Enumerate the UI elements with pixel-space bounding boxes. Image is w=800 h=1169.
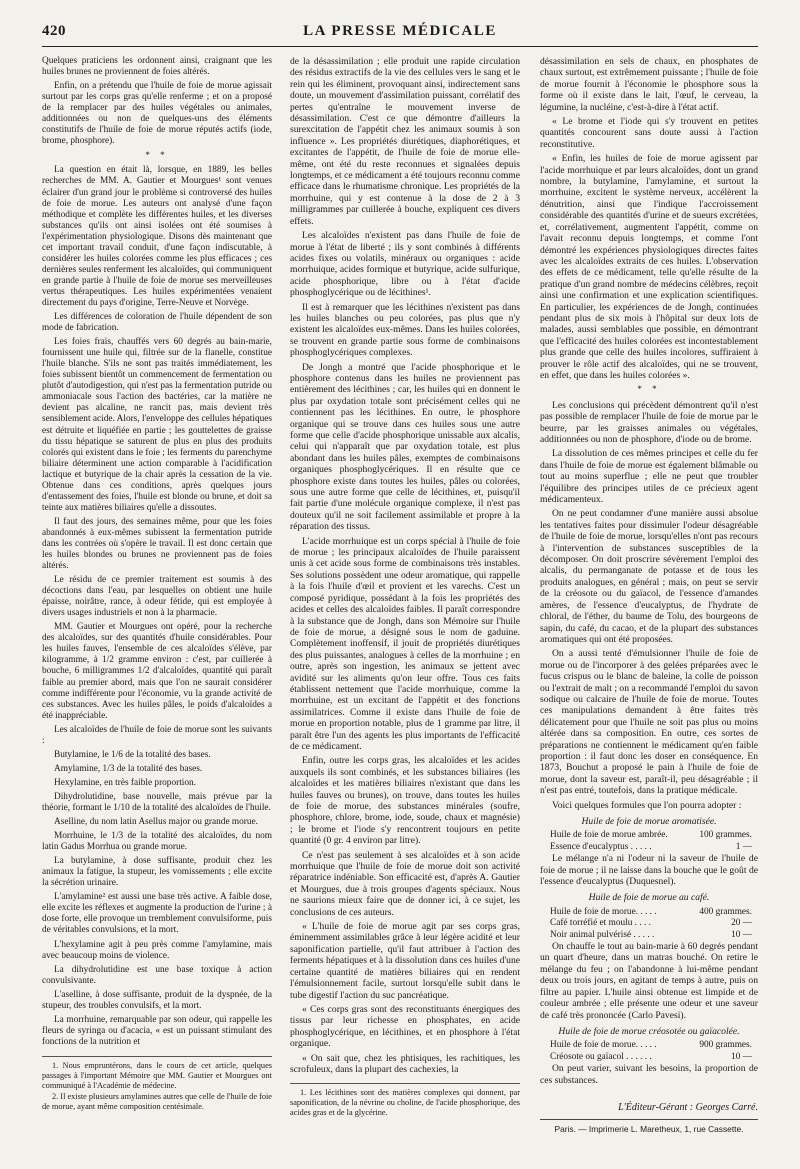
column-2 <box>290 56 520 1120</box>
alkaloid-item: Dihydrolutidine, base nouvelle, mais prévue par la théorie, formant le 1/10 de la totalité des alcaloïdes de l'huile. <box>42 791 272 813</box>
paragraph: « Enfin, les huiles de foie de morue agissent par l'acide morrhuique et par leurs alcaloïdes, dont un grand nombre, la butylamine, l'amylamine, et surtout la morrhuine, excitent le système nerveux, accélèrent la dénutrition, ainsi que l'indique l'accroissement considérable des quantités d'urine et de sueurs excrétées, et, corrélativement, augmentent l'appétit, comme on l'avait reconnu depuis longtemps, et comme l'ont démontré les expériences physiologiques directes faites avec les alcaloïdes extraits de ces huiles. L'observation des effets de ce médicament, telle qu'elle résulte de la pratique d'un grand nombre de médecins célèbres, reçoit ainsi une confirmation et une explication scientifiques. En particulier, les expériences de de Jongh, continuées pendant plus de six mois à l'hôpital sur deux lots de malades, aussi semblables que possible, en démontrant que l'efficacité des huiles colorées est incontestablement plus grande que celle des huiles incolores, suffiraient à prouver le rôle actif des alcaloïdes, qui ne se trouvent, en effet, que dans les huiles colorées ». <box>540 153 758 381</box>
footnote: 1. Les lécithines sont des matières complexes qui donnent, par saponification, de la névrine ou choline, de l'acide phosphorique, des acides gras et de la glycérine. <box>290 1088 520 1117</box>
paragraph: Il faut des jours, des semaines même, pour que les foies abandonnés à eux-mêmes subissent la fermentation putride dans les contrées où s'opère le travail. Il est donc certain que les huiles blondes ou brunes ne proviennent pas de foies altérés. <box>42 516 272 572</box>
paragraph: L'amylamine² est aussi une base très active. A faible dose, elle excite les réflexes et augmente la production de l'urine ; à dose forte, elle provoque un tremblement convulsiforme, puis de véritables convulsions, et la mort. <box>42 892 272 936</box>
paragraph: On ne peut condamner d'une manière aussi absolue les tentatives faites pour dissimuler l'odeur désagréable de l'huile de foie de morue, lorsqu'elles n'ont pas recours à l'intervention de substances susceptibles de la décomposer. On doit proscrire sévèrement l'emploi des alcalis, du permanganate de potasse et de tous les produits analogues, en général ; mais, on peut se servir de la créosote ou du gaïacol, de l'essence d'amandes amères, de l'essence d'eucalyptus, de l'hydrate de chloral, de l'éther, du baume de Tolu, des bourgeons de sapin, du café, du cacao, et de la plupart des substances aromatiques qui ont été proposées. <box>540 508 758 645</box>
ingredient-name: Huile de foie de morue ambrée. <box>550 830 668 841</box>
alkaloid-item: Hexylamine, en très faible proportion. <box>54 777 196 788</box>
ingredient-name: Huile de foie de morue. . . . . <box>550 1040 657 1051</box>
recipe-note: On chauffe le tout au bain-marie à 60 degrés pendant un quart d'heure, dans un matras bouché. On retire le mélange du feu ; on l'abandonne à lui-même pendant deux ou trois jours, en agitant de temps à autre, puis on filtre au papier. L'huile ainsi obtenue est limpide et de couleur ambrée ; elle présente une odeur et une saveur de café très prononcée (Carlo Pavesi). <box>540 941 758 1021</box>
footnote: 1. Nous empruntérons, dans le cours de cet article, quelques passages à l'important Mémoire que MM. Gautier et Mourgues ont communiqué à l'Académie de médecine. <box>42 1060 272 1090</box>
ingredient-qty: 10 — <box>731 929 752 940</box>
recipe-title: Huile de foie de morue au café. <box>588 892 710 904</box>
paragraph: La butylamine, à dose suffisante, produit chez les animaux la fatigue, la stupeur, les vomissements ; elle excite la sécrétion urinaire. <box>42 856 272 889</box>
page-number: 420 <box>42 23 66 39</box>
printer-imprint: Paris. — Imprimerie L. Maretheux, 1, rue Cassette. <box>540 1119 758 1135</box>
ingredient-qty: 20 — <box>731 918 752 929</box>
footnotes <box>42 1056 272 1112</box>
paragraph: L'aselline, à dose suffisante, produit de la dyspnée, de la stupeur, des troubles convulsifs, et la mort. <box>42 989 272 1011</box>
paragraph: Enfin, on a prétendu que l'huile de foie de morue agissait surtout par les corps gras qu'elle renferme ; et on a proposé de la remplacer par des huiles végétales ou animales, additionnées ou non de quelques-uns des éléments constitutifs de l'huile de foie de morue réputés actifs (iode, brome, phosphore). <box>42 81 272 147</box>
paragraph: La morrhuine, remarquable par son odeur, qui rappelle les fleurs de syringa ou d'acacia, « est un puissant stimulant des fonctions de la nutrition et <box>42 1014 272 1047</box>
ingredient-qty: 400 grammes. <box>699 906 752 917</box>
recipe-note: On peut varier, suivant les besoins, la proportion de ces substances. <box>540 1063 758 1086</box>
paragraph: « Ces corps gras sont des reconstituants énergiques des tissus par leur richesse en phosphates, en acide phosphoglycérique, en lécithines, et en phosphore à l'état organique. <box>290 1003 520 1050</box>
recipe-note: Le mélange n'a ni l'odeur ni la saveur de l'huile de foie de morue ; il ne laisse dans la bouche que le goût de l'essence d'eucalyptus (Duquesnel). <box>540 853 758 888</box>
paragraph: Ce n'est pas seulement à ses alcaloïdes et à son acide morrhuique que l'huile de foie de morue doit son activité réparatrice indéniable. Son efficacité est, d'après A. Gautier et Mourgues, due à trois groupes d'agents spéciaux. Nous ne saurions mieux faire que de donner ici, à ce sujet, les conclusions de ces auteurs. <box>290 849 520 918</box>
paragraph: MM. Gautier et Mourgues ont opéré, pour la recherche des alcaloïdes, sur des quantités d'huile considérables. Pour les huiles fauves, l'ensemble de ces alcaloïdes s'élève, par kilogramme, à 1/2 gramme environ : c'est, par cuillerée à bouche, 6 milligrammes 1/2 d'alcaloïdes, quantité qui paraît faible au premier abord, mais que l'on ne saurait considérer comme indifférente pour l'économie, vu la grande activité de ces substances. Avec les huiles pâles, le poids d'alcaloïdes a été inappréciable. <box>42 622 272 721</box>
alkaloid-item: Aselline, du nom latin Asellus major ou grande morue. <box>54 817 258 828</box>
paragraph: On a aussi tenté d'émulsionner l'huile de foie de morue ou de l'incorporer à des gelées préparées avec le fucus crispus ou le blanc de baleine, la colle de poisson ou l'extrait de malt ; on a recommandé l'emploi du savon sodique ou calcaire de l'huile de foie de morue. Toutes ces manipulations demandent à être faites très délicatement pour que l'huile ne soit pas plus ou moins altérée dans sa composition. En outre, ces sortes de préparations ne contiennent le médicament qu'en faible proportion : il faut donc les doser en conséquence. En 1873, Bouchut a proposé le pain à l'huile de foie de morue, dont la saveur est, paraît-il, peu désagréable ; il n'est pas entré, toutefois, dans la pratique médicale. <box>540 648 758 797</box>
paragraph: désassimilation en sels de chaux, en phosphates de chaux surtout, est extrêmement puissante ; l'huile de foie de morue fournit à l'économie le phosphore sous la forme où il existe dans le lait, l'œuf, le cerveau, la légumine, la nucléine, c'est-à-dire à l'état actif. <box>540 56 758 113</box>
footnote: 2. Il existe plusieurs amylamines autres que celle de l'huile de foie de morue, ayant même composition centésimale. <box>42 1092 272 1112</box>
recipe-title: Huile de foie de morue créosotée ou gaïacolée. <box>558 1025 740 1037</box>
ingredient-qty: 10 — <box>731 1051 752 1062</box>
editor-signature: L'Éditeur-Gérant : Georges Carré. <box>618 1101 758 1113</box>
paragraph: Les alcaloïdes de l'huile de foie de morue sont les suivants : <box>42 724 272 746</box>
ingredient-name: Créosote ou gaïacol . . . . . . <box>550 1051 652 1062</box>
footnotes <box>290 1083 520 1117</box>
ingredient-name: Café torréfié et moulu . . . . <box>550 918 651 929</box>
paragraph: Les conclusions qui précèdent démontrent qu'il n'est pas possible de remplacer l'huile de foie de morue par le beurre, par les graisses animales ou végétales, additionnées ou non de phosphore, d'iode ou de brome. <box>540 399 758 445</box>
paragraph: Le résidu de ce premier traitement est soumis à des décoctions dans l'eau, par lesquelles on obtient une huile épaisse, noirâtre, rance, à odeur fétide, qui est employée à divers usages industriels et non à la pharmacie. <box>42 575 272 619</box>
ingredient-qty: 900 grammes. <box>699 1040 752 1051</box>
paragraph: Enfin, outre les corps gras, les alcaloïdes et les acides auxquels ils sont combinés, et les substances biliaires (les alcaloïdes et les matières biliaires n'existant que dans les huiles fauves ou brunes), on trouve, dans toutes les huiles de foie de morue, des substances minérales (soufre, phosphore, chlore, brome, iode, soude, chaux et magnésie) ; le brome et l'iode s'y rencontrent toujours en petite quantité (0 gr. 4 environ par litre). <box>290 755 520 847</box>
paragraph: De Jongh a montré que l'acide phosphorique et le phosphore contenus dans les huiles ne proviennent pas entièrement des lécithines ; car, les huiles qui en donnent le plus par oxydation totale sont précisément celles qui ne contiennent pas les lécithines. En outre, le phosphore organique qui se trouve dans ces huiles sous une autre forme que celle d'acide phosphorique unissable aux alcalis, celui qui n'apparaît que par oxydation totale, est plus abondant dans les huiles pâles, exemptes de combinaisons organiques phosphoglycériques. Il en résulte que ce phosphore existe dans toutes les huiles, pâles ou colorées, sous une autre forme que celle de lécithines, et, puisqu'il fait partie d'une molécule organique complexe, il n'est pas douteux qu'il ne soit facilement assimilable et propre à la réparation des tissus. <box>290 361 520 533</box>
recipe <box>540 892 758 1020</box>
paragraph: La question en était là, lorsque, en 1889, les belles recherches de MM. A. Gautier et Mourgues¹ sont venues éclairer d'un grand jour le problème si controversé des huiles de foie de morue. Les auteurs ont analysé d'une façon méthodique et complète les différentes huiles, et les diverses substances qu'ils ont ainsi isolées ont été soumises à l'expérimentation physiologique. Disons dès maintenant que cet important travail conduit, d'une façon indiscutable, à considérer les huiles colorées comme les plus efficaces ; ces dernières seules renferment les alcaloïdes, qui communiquent en grande partie à l'huile de foie de morue ses merveilleuses vertus thérapeutiques. Les huiles expérimentées venaient directement du pays d'origine, Terre-Neuve et Norvège. <box>42 165 272 308</box>
paragraph: Voici quelques formules que l'on pourra adopter : <box>552 799 742 811</box>
paragraph: « Le brome et l'iode qui s'y trouvent en petites quantités concourent sans doute aussi à l'action reconstitutive. <box>540 116 758 150</box>
running-head <box>42 24 758 47</box>
paragraph: Les foies frais, chauffés vers 60 degrés au bain-marie, fournissent une huile qui, filtrée sur de la flanelle, constitue l'huile blanche. S'ils ne sont pas traités immédiatement, les foies subissent bientôt un commencement de fermentation ou plutôt d'autodigestion, qui n'est pas la fermentation putride ou ammoniacale sous l'action des bactéries, car la matière ne devient pas alcaline, ne rancit pas, mais devient très sensiblement acide. Alors, l'enveloppe des cellules hépatiques est détruite et liquéfiée en partie ; les gouttelettes de graisse du tissu hépatique se saturent de plus en plus des produits colorés qui existent dans le foie ; les ferments du parenchyme biliaire déterminent une action comparable à l'acidification lactique et butyrique de la chair après la cessation de la vie. Obtenue dans ces conditions, après quelques jours d'entassement des foies, l'huile est blonde ou brune, et doit sa teinte aux matières biliaires qu'elle a dissoutes. <box>42 337 272 513</box>
ingredient-row <box>540 907 758 918</box>
paragraph: L'hexylamine agit à peu près comme l'amylamine, mais avec beaucoup moins de violence. <box>42 939 272 961</box>
section-separator: * * <box>145 150 169 161</box>
recipe-title: Huile de foie de morue aromatisée. <box>581 816 717 827</box>
paragraph: La dissolution de ces mêmes principes et celle du fer dans l'huile de foie de morue est également blâmable ou tout au moins superflue ; elle ne peut que troubler l'équilibre des principes utiles de ce précieux agent médicamenteux. <box>540 448 758 506</box>
paragraph: Il est à remarquer que les lécithines n'existent pas dans les huiles blanches ou peu colorées, pas plus que n'y existent les alcaloïdes eux-mêmes. Dans les huiles colorées, se trouvent en grande partie sous forme de combinaisons phosphoglycériques complexes. <box>290 301 520 359</box>
recipe <box>540 816 758 887</box>
alkaloid-item: Amylamine, 1/3 de la totalité des bases. <box>54 763 203 774</box>
recipe <box>540 1026 758 1086</box>
paragraph: « L'huile de foie de morue agit par ses corps gras, éminemment assimilables grâce à leur légère acidité et leur saponification partielle, qu'il faut attribuer à l'action des ferments hépatiques et à la dissolution dans ces huiles d'une certaine quantité de matières biliaires qui en rendent l'émulsionnement facile, surtout lorsqu'elle subit dans le tube digestif l'action du suc pancréatique. <box>290 921 520 1001</box>
ingredient-row <box>540 930 758 941</box>
paragraph: « On sait que, chez les phtisiques, les rachitiques, les scrofuleux, dans la plupart des cachexies, la <box>290 1052 520 1075</box>
ingredient-row <box>540 1052 758 1063</box>
column-1 <box>42 56 272 1114</box>
column-3 <box>540 56 758 1136</box>
alkaloid-item: Morrhuine, le 1/3 de la totalité des alcaloïdes, du nom latin Gadus Morrhua ou grande morue. <box>42 831 272 853</box>
ingredient-qty: 100 grammes. <box>699 830 752 841</box>
ingredient-qty: 1 — <box>735 841 752 852</box>
alkaloid-item: Butylamine, le 1/6 de la totalité des bases. <box>54 749 211 760</box>
paragraph: Les différences de coloration de l'huile dépendent de son mode de fabrication. <box>42 312 272 334</box>
paragraph: Quelques praticiens les ordonnent ainsi, craignant que les huiles brunes ne proviennent de foies altérés. <box>42 56 272 78</box>
ingredient-row <box>540 918 758 929</box>
paragraph: de la désassimilation ; elle produit une rapide circulation des résidus extractifs de la vie des cellules vers le sang et le rein qui les éliminent, provoquant ainsi, indirectement sans doute, un mouvement d'assimilation puissant, corrélatif des pertes qu'entraîne le mouvement inverse de désassimilation. C'est ce que démontre d'ailleurs la surexcitation de l'appétit chez les animaux soumis à son influence ». Les propriétés diurétiques, diaphorétiques, et excitantes de l'appétit, de l'huile de foie de morue elle-même, ont été du reste reconnues et signalées depuis longtemps, et ce médicament a été toujours reconnu comme efficace dans le rhumatisme chronique. Les propriétés de la morrhuine, qui y est contenue à la dose de 2 à 3 milligrammes par cuillerée à bouche, expliquent ces divers effets. <box>290 56 520 227</box>
journal-title: LA PRESSE MÉDICALE <box>303 23 497 39</box>
ingredient-row <box>540 1040 758 1051</box>
ingredient-name: Essence d'eucalyptus . . . . . <box>550 841 652 852</box>
paragraph: La dihydrolutidine est une base toxique à action convulsivante. <box>42 964 272 986</box>
section-separator: * * <box>637 384 661 395</box>
ingredient-name: Huile de foie de morue. . . . . <box>550 906 657 917</box>
paragraph: L'acide morrhuique est un corps spécial à l'huile de foie de morue ; les principaux alcaloïdes de l'huile paraissent unis à cet acide sous forme de combinaisons très instables. Ses solutions possèdent une odeur aromatique, qui rappelle à la fois l'huile d'œil et provient et les varechs. C'est un composé pyridique, possédant à la fois les propriétés des acides et celles des alcaloïdes faibles. Il paraît correspondre à la substance que de Jongh, dans son Mémoire sur l'huile de foie de morue, a désigné sous le nom de gaduine. Complètement inoffensif, il jouit de propriétés diurétiques des plus puissantes, analogues à celles de la morrhuine ; en outre, après son ingestion, les animaux se jettent avec avidité sur les aliments qu'on leur offre. Tous ces faits établissent nettement que l'acide morrhuique, comme la morrhuine, est un excitant de l'appétit et des fonctions assimilatrices. Comme il existe dans l'huile de foie de morue en proportion notable, plus de 1 gramme par litre, il paraît être l'un des agents les plus importants de l'efficacité de ce médicament. <box>290 535 520 752</box>
paragraph: Les alcaloïdes n'existent pas dans l'huile de foie de morue à l'état de liberté ; ils y sont combinés à différents acides fixes ou volatils, minéraux ou organiques : acide morrhuique, acides formique et butyrique, acide sulfurique, acide phosphorique, libre ou à l'état d'acide phosphoglycérique ou de lécithines¹. <box>290 230 520 299</box>
ingredient-row <box>540 830 758 841</box>
ingredient-row <box>540 842 758 853</box>
ingredient-name: Noir animal pulvérisé . . . . . <box>550 929 655 940</box>
